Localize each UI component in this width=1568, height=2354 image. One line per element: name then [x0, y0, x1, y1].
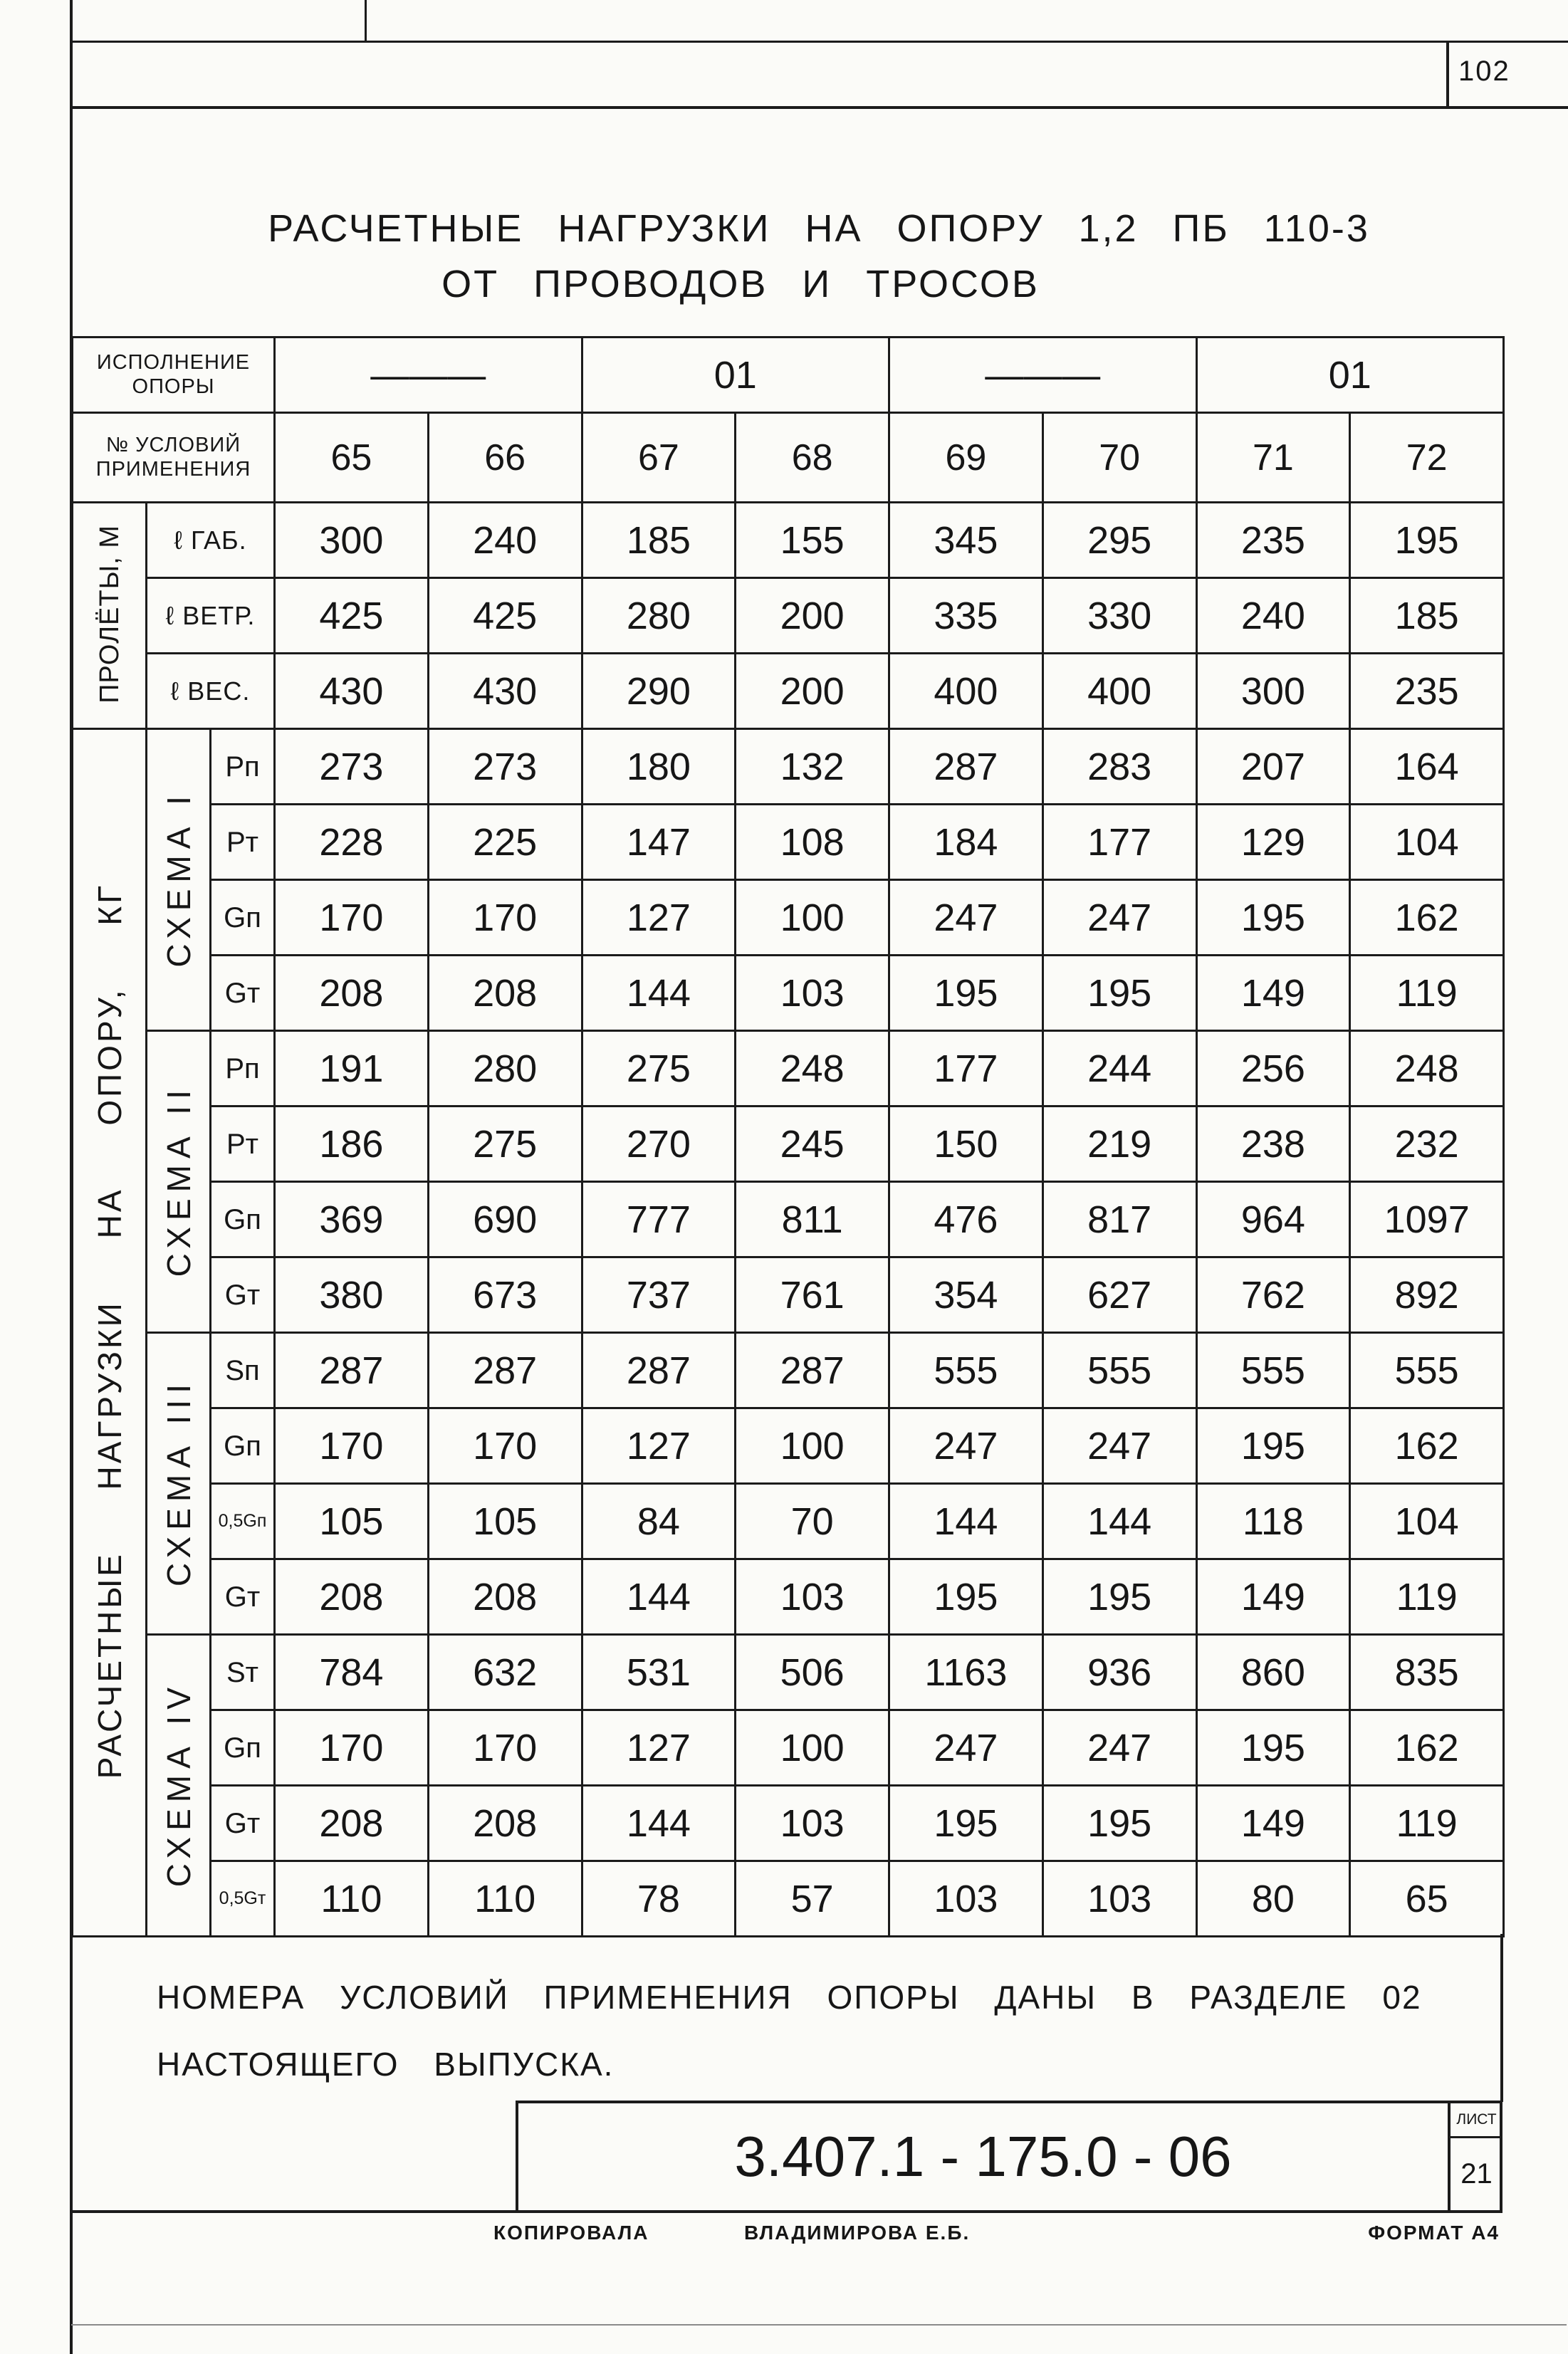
- load-value: 283: [1042, 729, 1196, 805]
- load-value: 195: [889, 956, 1043, 1031]
- load-value: 531: [582, 1635, 736, 1710]
- table-row: [73, 1861, 1504, 1937]
- load-value: 149: [1196, 956, 1350, 1031]
- load-value: 144: [582, 1559, 736, 1635]
- load-value: 127: [582, 1710, 736, 1786]
- load-value: 936: [1042, 1635, 1196, 1710]
- load-value: 195: [1042, 1559, 1196, 1635]
- table-row: [73, 1031, 1504, 1107]
- span-value: 295: [1042, 503, 1196, 578]
- span-value: 155: [736, 503, 889, 578]
- execution-cell: 01: [582, 338, 889, 413]
- load-value: 149: [1196, 1786, 1350, 1861]
- load-row-label: Sт: [211, 1635, 275, 1710]
- load-value: 103: [736, 1786, 889, 1861]
- span-value: 280: [582, 578, 736, 654]
- table-row: [73, 1635, 1504, 1710]
- load-value: 245: [736, 1107, 889, 1182]
- load-value: 180: [582, 729, 736, 805]
- conditions-row: [73, 413, 1504, 503]
- span-value: 345: [889, 503, 1043, 578]
- load-value: 1097: [1350, 1182, 1504, 1257]
- load-value: 208: [275, 1559, 429, 1635]
- load-value: 78: [582, 1861, 736, 1937]
- conditions-header-cell: [73, 413, 275, 503]
- load-value: 219: [1042, 1107, 1196, 1182]
- load-value: 104: [1350, 1484, 1504, 1559]
- load-value: 103: [1042, 1861, 1196, 1937]
- load-value: 110: [428, 1861, 582, 1937]
- load-value: 784: [275, 1635, 429, 1710]
- load-value: 144: [582, 1786, 736, 1861]
- execution-cell: 01: [1196, 338, 1504, 413]
- load-value: 195: [889, 1786, 1043, 1861]
- load-value: 147: [582, 805, 736, 880]
- span-value: 235: [1350, 654, 1504, 729]
- execution-cell: ———: [889, 338, 1197, 413]
- load-value: 811: [736, 1182, 889, 1257]
- load-value: 555: [889, 1333, 1043, 1408]
- load-value: 144: [582, 956, 736, 1031]
- load-value: 195: [1042, 1786, 1196, 1861]
- load-value: 170: [275, 1710, 429, 1786]
- load-value: 103: [736, 1559, 889, 1635]
- load-value: 144: [1042, 1484, 1196, 1559]
- span-value: 400: [1042, 654, 1196, 729]
- title-line-2: ОТ ПРОВОДОВ И ТРОСОВ: [441, 263, 1040, 305]
- load-value: 70: [736, 1484, 889, 1559]
- load-value: 104: [1350, 805, 1504, 880]
- load-value: 118: [1196, 1484, 1350, 1559]
- copied-label: КОПИРОВАЛА: [493, 2222, 649, 2244]
- load-value: 232: [1350, 1107, 1504, 1182]
- span-value: 330: [1042, 578, 1196, 654]
- scheme-label-text: СХЕМА I: [160, 789, 197, 968]
- load-value: 287: [275, 1333, 429, 1408]
- table-row: [73, 729, 1504, 805]
- load-value: 65: [1350, 1861, 1504, 1937]
- table-row: [73, 1257, 1504, 1333]
- load-value: 1163: [889, 1635, 1043, 1710]
- load-value: 100: [736, 1710, 889, 1786]
- load-value: 248: [736, 1031, 889, 1107]
- scheme-label-text: СХЕМА III: [160, 1377, 197, 1587]
- load-value: 207: [1196, 729, 1350, 805]
- load-value: 100: [736, 1408, 889, 1484]
- load-value: 777: [582, 1182, 736, 1257]
- load-value: 103: [736, 956, 889, 1031]
- load-value: 380: [275, 1257, 429, 1333]
- table-row: [73, 578, 1504, 654]
- load-value: 110: [275, 1861, 429, 1937]
- load-row-label: Gт: [211, 1786, 275, 1861]
- load-row-label: Gт: [211, 1257, 275, 1333]
- spans-group-label: [73, 503, 147, 729]
- load-value: 287: [736, 1333, 889, 1408]
- load-value: 287: [889, 729, 1043, 805]
- load-value: 105: [275, 1484, 429, 1559]
- condition-number: 65: [275, 413, 429, 503]
- loads-table: [71, 336, 1505, 1937]
- load-value: 632: [428, 1635, 582, 1710]
- load-row-label: 0,5Gп: [211, 1484, 275, 1559]
- table-row: [73, 1107, 1504, 1182]
- load-value: 132: [736, 729, 889, 805]
- load-row-label: Gп: [211, 1710, 275, 1786]
- condition-number: 70: [1042, 413, 1196, 503]
- span-value: 300: [1196, 654, 1350, 729]
- span-value: 195: [1350, 503, 1504, 578]
- spans-group-label-text: ПРОЛЁТЫ, М: [94, 525, 125, 703]
- load-value: 108: [736, 805, 889, 880]
- load-value: 144: [889, 1484, 1043, 1559]
- loads-group-label-text: РАСЧЕТНЫЕ НАГРУЗКИ НА ОПОРУ, КГ: [90, 883, 128, 1779]
- load-value: 555: [1196, 1333, 1350, 1408]
- scheme-label-text: СХЕМА II: [160, 1083, 197, 1277]
- load-value: 129: [1196, 805, 1350, 880]
- condition-number: 69: [889, 413, 1043, 503]
- loads-group-label: [73, 729, 147, 1937]
- load-value: 162: [1350, 1710, 1504, 1786]
- load-row-label: Gп: [211, 1182, 275, 1257]
- execution-label-line-1: ИСПОЛНЕНИЕ: [96, 351, 251, 375]
- load-value: 103: [889, 1861, 1043, 1937]
- table-row: [73, 1559, 1504, 1635]
- frame-top-tick: [365, 0, 367, 41]
- load-value: 208: [428, 956, 582, 1031]
- note-line-1: НОМЕРА УСЛОВИЙ ПРИМЕНЕНИЯ ОПОРЫ ДАНЫ В РАЗДЕЛЕ 02: [157, 1979, 1422, 2016]
- load-value: 150: [889, 1107, 1043, 1182]
- load-value: 964: [1196, 1182, 1350, 1257]
- load-value: 195: [1042, 956, 1196, 1031]
- table-row: [73, 956, 1504, 1031]
- execution-row: [73, 338, 1504, 413]
- conditions-label-line-1: № УСЛОВИЙ: [105, 434, 241, 457]
- table-row: [73, 1484, 1504, 1559]
- load-value: 280: [428, 1031, 582, 1107]
- title-block: [516, 2101, 1502, 2213]
- span-value: 430: [428, 654, 582, 729]
- load-value: 673: [428, 1257, 582, 1333]
- load-value: 195: [1196, 1710, 1350, 1786]
- load-value: 228: [275, 805, 429, 880]
- conditions-label-line-2: ПРИМЕНЕНИЯ: [95, 457, 251, 481]
- load-value: 247: [889, 1710, 1043, 1786]
- load-value: 247: [889, 1408, 1043, 1484]
- load-value: 817: [1042, 1182, 1196, 1257]
- load-value: 208: [275, 1786, 429, 1861]
- load-value: 170: [428, 880, 582, 956]
- span-row-label: ℓ ВЕТР.: [147, 578, 275, 654]
- frame-top-line: [71, 41, 1568, 43]
- execution-cell: ———: [275, 338, 582, 413]
- span-value: 400: [889, 654, 1043, 729]
- load-row-label: Gп: [211, 880, 275, 956]
- load-value: 247: [1042, 1408, 1196, 1484]
- load-value: 256: [1196, 1031, 1350, 1107]
- table-row: [73, 1786, 1504, 1861]
- load-value: 127: [582, 1408, 736, 1484]
- load-value: 273: [275, 729, 429, 805]
- note-line-2: НАСТОЯЩЕГО ВЫПУСКА.: [157, 2046, 615, 2083]
- load-value: 191: [275, 1031, 429, 1107]
- span-value: 335: [889, 578, 1043, 654]
- scheme-label-text: СХЕМА IV: [160, 1680, 197, 1888]
- load-value: 273: [428, 729, 582, 805]
- frame-lower-faint-line: [71, 2324, 1567, 2326]
- load-value: 186: [275, 1107, 429, 1182]
- loads-table-body: [73, 503, 1504, 1937]
- condition-number: 72: [1350, 413, 1504, 503]
- load-value: 119: [1350, 1786, 1504, 1861]
- load-value: 476: [889, 1182, 1043, 1257]
- load-row-label: Pт: [211, 1107, 275, 1182]
- load-value: 195: [889, 1559, 1043, 1635]
- load-value: 244: [1042, 1031, 1196, 1107]
- condition-number: 68: [736, 413, 889, 503]
- load-value: 105: [428, 1484, 582, 1559]
- span-value: 200: [736, 578, 889, 654]
- load-value: 177: [1042, 805, 1196, 880]
- load-value: 860: [1196, 1635, 1350, 1710]
- span-value: 185: [1350, 578, 1504, 654]
- load-row-label: Pп: [211, 1031, 275, 1107]
- sheet-box: [1448, 2103, 1502, 2210]
- load-row-label: Pт: [211, 805, 275, 880]
- load-value: 892: [1350, 1257, 1504, 1333]
- span-value: 430: [275, 654, 429, 729]
- page-number-box-line: [1446, 41, 1449, 108]
- table-row: [73, 880, 1504, 956]
- condition-number: 67: [582, 413, 736, 503]
- scheme-label: [147, 1635, 211, 1937]
- table-row: [73, 1710, 1504, 1786]
- load-value: 555: [1350, 1333, 1504, 1408]
- load-value: 162: [1350, 1408, 1504, 1484]
- load-row-label: Gт: [211, 1559, 275, 1635]
- load-value: 84: [582, 1484, 736, 1559]
- scheme-label: [147, 1333, 211, 1635]
- span-row-label: ℓ ГАБ.: [147, 503, 275, 578]
- load-value: 164: [1350, 729, 1504, 805]
- load-value: 761: [736, 1257, 889, 1333]
- table-row: [73, 805, 1504, 880]
- load-value: 737: [582, 1257, 736, 1333]
- span-value: 235: [1196, 503, 1350, 578]
- load-row-label: Gт: [211, 956, 275, 1031]
- table-row: [73, 1182, 1504, 1257]
- load-value: 275: [582, 1031, 736, 1107]
- load-value: 208: [275, 956, 429, 1031]
- load-value: 238: [1196, 1107, 1350, 1182]
- load-value: 275: [428, 1107, 582, 1182]
- load-row-label: Pп: [211, 729, 275, 805]
- span-row-label: ℓ ВЕС.: [147, 654, 275, 729]
- load-value: 170: [275, 880, 429, 956]
- load-value: 100: [736, 880, 889, 956]
- load-value: 127: [582, 880, 736, 956]
- table-row: [73, 503, 1504, 578]
- load-value: 247: [1042, 1710, 1196, 1786]
- execution-header-cell: [73, 338, 275, 413]
- load-value: 184: [889, 805, 1043, 880]
- span-value: 185: [582, 503, 736, 578]
- load-value: 690: [428, 1182, 582, 1257]
- load-value: 162: [1350, 880, 1504, 956]
- load-value: 80: [1196, 1861, 1350, 1937]
- sheet-label: ЛИСТ: [1451, 2103, 1502, 2138]
- span-value: 200: [736, 654, 889, 729]
- execution-label-line-2: ОПОРЫ: [132, 375, 215, 398]
- load-value: 762: [1196, 1257, 1350, 1333]
- span-value: 300: [275, 503, 429, 578]
- load-row-label: Sп: [211, 1333, 275, 1408]
- page-number: 102: [1458, 56, 1510, 87]
- load-value: 119: [1350, 1559, 1504, 1635]
- load-value: 555: [1042, 1333, 1196, 1408]
- load-value: 119: [1350, 956, 1504, 1031]
- load-row-label: Gп: [211, 1408, 275, 1484]
- load-row-label: 0,5Gт: [211, 1861, 275, 1937]
- load-value: 225: [428, 805, 582, 880]
- frame-header-line: [71, 106, 1568, 109]
- table-row: [73, 654, 1504, 729]
- span-value: 425: [428, 578, 582, 654]
- condition-number: 71: [1196, 413, 1350, 503]
- load-value: 149: [1196, 1559, 1350, 1635]
- load-value: 627: [1042, 1257, 1196, 1333]
- load-value: 369: [275, 1182, 429, 1257]
- span-value: 240: [1196, 578, 1350, 654]
- load-value: 170: [428, 1408, 582, 1484]
- load-value: 270: [582, 1107, 736, 1182]
- table-row: [73, 1408, 1504, 1484]
- load-value: 354: [889, 1257, 1043, 1333]
- load-value: 506: [736, 1635, 889, 1710]
- sheet-number: 21: [1460, 2157, 1493, 2190]
- load-value: 835: [1350, 1635, 1504, 1710]
- frame-right-line: [1500, 1934, 1503, 2102]
- paper-format: ФОРМАТ А4: [1368, 2222, 1500, 2244]
- load-value: 247: [1042, 880, 1196, 956]
- load-value: 248: [1350, 1031, 1504, 1107]
- load-value: 287: [428, 1333, 582, 1408]
- load-value: 195: [1196, 1408, 1350, 1484]
- load-value: 177: [889, 1031, 1043, 1107]
- load-value: 287: [582, 1333, 736, 1408]
- title-line-1: РАСЧЕТНЫЕ НАГРУЗКИ НА ОПОРУ 1,2 ПБ 110-3: [268, 207, 1370, 250]
- scheme-label: [147, 729, 211, 1031]
- table-row: [73, 1333, 1504, 1408]
- load-value: 195: [1196, 880, 1350, 956]
- load-value: 208: [428, 1786, 582, 1861]
- condition-number: 66: [428, 413, 582, 503]
- load-value: 208: [428, 1559, 582, 1635]
- load-value: 247: [889, 880, 1043, 956]
- span-value: 240: [428, 503, 582, 578]
- load-value: 57: [736, 1861, 889, 1937]
- document-code: 3.407.1 - 175.0 - 06: [734, 2125, 1232, 2188]
- scheme-label: [147, 1031, 211, 1333]
- span-value: 425: [275, 578, 429, 654]
- load-value: 170: [428, 1710, 582, 1786]
- copied-by-name: ВЛАДИМИРОВА Е.Б.: [744, 2222, 971, 2244]
- span-value: 290: [582, 654, 736, 729]
- load-value: 170: [275, 1408, 429, 1484]
